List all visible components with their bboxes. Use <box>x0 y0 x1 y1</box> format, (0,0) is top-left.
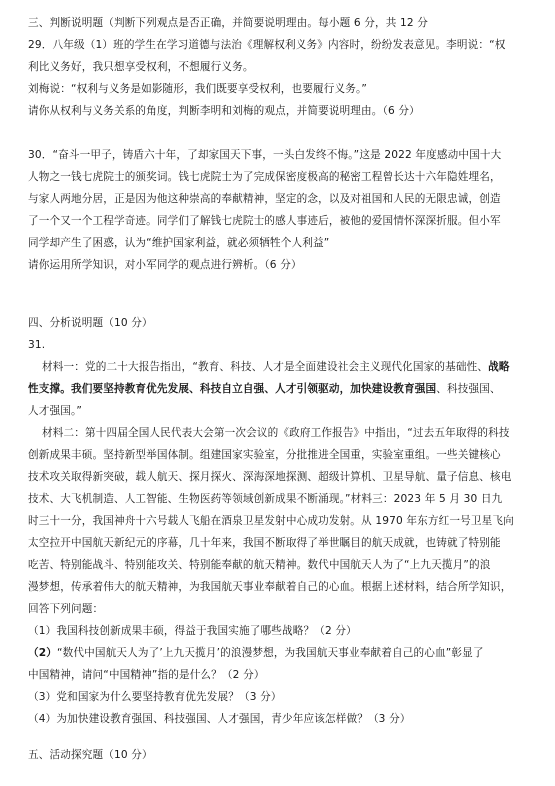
material-2-line: 创新成果丰硕。坚持新型举国体制。组建国家实验室，分批推进全国重，实验室重组。一些关键核心 <box>28 449 501 461</box>
material-3-line: 漫梦想，传承着伟大的航天精神，为我国航天事业奉献着自己的心血。根据上述材料，结合所学知识， <box>28 581 512 593</box>
q30-line: 请你运用所学知识，对小军同学的观点进行辨析。（6 分） <box>28 259 302 271</box>
exam-page <box>28 12 538 766</box>
material-1-line: 人才强国。” <box>28 405 83 417</box>
q30-line: 了一个又一个工程学奇迹。同学们了解钱七虎院士的感人事迹后，被他的爱国情怀深深折服。但小军 <box>28 215 501 227</box>
q29-line: 29．八年级（1）班的学生在学习道德与法治《理解权利义务》内容时，纷纷发表意见。李明说：“权 <box>28 39 506 51</box>
sub-question-2-number: （2） <box>28 647 58 659</box>
question-29 <box>28 34 538 122</box>
sub-question-2-cont: 中国精神，请问“中国精神”指的是什么？（2 分） <box>28 669 265 681</box>
question-31 <box>28 334 538 730</box>
q29-line: 请你从权利与义务关系的角度，判断李明和刘梅的观点，并简要说明理由。（6 分） <box>28 105 420 117</box>
sub-question-1: （1）我国科技创新成果丰硕，得益于我国实施了哪些战略？（2 分） <box>28 625 357 637</box>
q30-line: 30．“奋斗一甲子，铸盾六十年，了却家国天下事，一头白发终不悔。”这是 2022 年度感动中国十大 <box>28 149 502 161</box>
material-3-line: 吃苦、特别能战斗、特别能攻关、特别能奉献的航天精神。数代中国航天人为了“上九天揽月”的浪 <box>28 559 491 571</box>
material-2-line: 技术、大飞机制造、人工智能、生物医药等领域创新成果不断涌现。”材料三：2023 年 5 月 30 日九 <box>28 493 503 505</box>
sub-question-4: （4）为加快建设教育强国、科技强国、人才强国，青少年应该怎样做？（3 分） <box>28 713 411 725</box>
material-3-line: 时三十一分，我国神舟十六号载人飞船在酒泉卫星发射中心成功发射。从 1970 年东方红一号卫星飞向 <box>28 515 514 527</box>
material-3-line: 太空拉开中国航天新纪元的序幕，几十年来，我国不断取得了举世瞩目的航天成就，也铸就了特别能 <box>28 537 501 549</box>
material-2-line: 技术攻关取得新突破，载人航天、探月探火、深海深地探测、超级计算机、卫星导航、量子信息、核电 <box>28 471 512 483</box>
material-3-line: 回答下列问题： <box>28 603 104 615</box>
material-2-line: 材料二：第十四届全国人民代表大会第一次会议的《政府工作报告》中指出，“过去五年取得的科技 <box>42 427 510 439</box>
section-4-heading: 四、分析说明题（10 分） <box>28 317 153 329</box>
q30-line: 与家人两地分居，正是因为他这种崇高的奉献精神，坚定的念，以及对祖国和人民的无限忠诚，创造 <box>28 193 501 205</box>
q29-line: 利比义务好，我只想享受权利，不想履行义务。 <box>28 61 254 73</box>
q29-line: 刘梅说：“权利与义务是如影随形，我们既要享受权利，也要履行义务。” <box>28 83 368 95</box>
question-30 <box>28 144 538 276</box>
material-1-text: 材料一：党的二十大报告指出，“教育、科技、人才是全面建设社会主义现代化国家的基础性、 <box>42 361 489 373</box>
material-1-emphasis: 性支撑。我们要坚持教育优先发展、科技自立自强、人才引领驱动，加快建设教育强国 <box>28 383 437 395</box>
section-5-heading: 五、活动探究题（10 分） <box>28 749 153 761</box>
material-1-line <box>28 378 538 400</box>
sub-question-2 <box>28 642 538 664</box>
material-1-emphasis: 战略 <box>488 361 510 373</box>
material-1-text: 、科技强国、 <box>436 383 501 395</box>
material-1-line <box>28 356 538 378</box>
q30-line: 人物之一钱七虎院士的颁奖词。钱七虎院士为了完成保密度极高的秘密工程曾长达十六年隐姓埋名， <box>28 171 501 183</box>
sub-question-3: （3）党和国家为什么要坚持教育优先发展？（3 分） <box>28 691 282 703</box>
q30-line: 同学却产生了困惑，认为“维护国家利益，就必须牺牲个人利益” <box>28 237 330 249</box>
section-3-heading: 三、判断说明题（判断下列观点是否正确，并简要说明理由。每小题 6 分，共 12 分 <box>28 17 429 29</box>
sub-question-2-text: “数代中国航天人为了’上九天揽月’的浪漫梦想，为我国航天事业奉献着自己的心血”彰显了 <box>57 647 484 659</box>
q31-number: 31. <box>28 339 46 351</box>
